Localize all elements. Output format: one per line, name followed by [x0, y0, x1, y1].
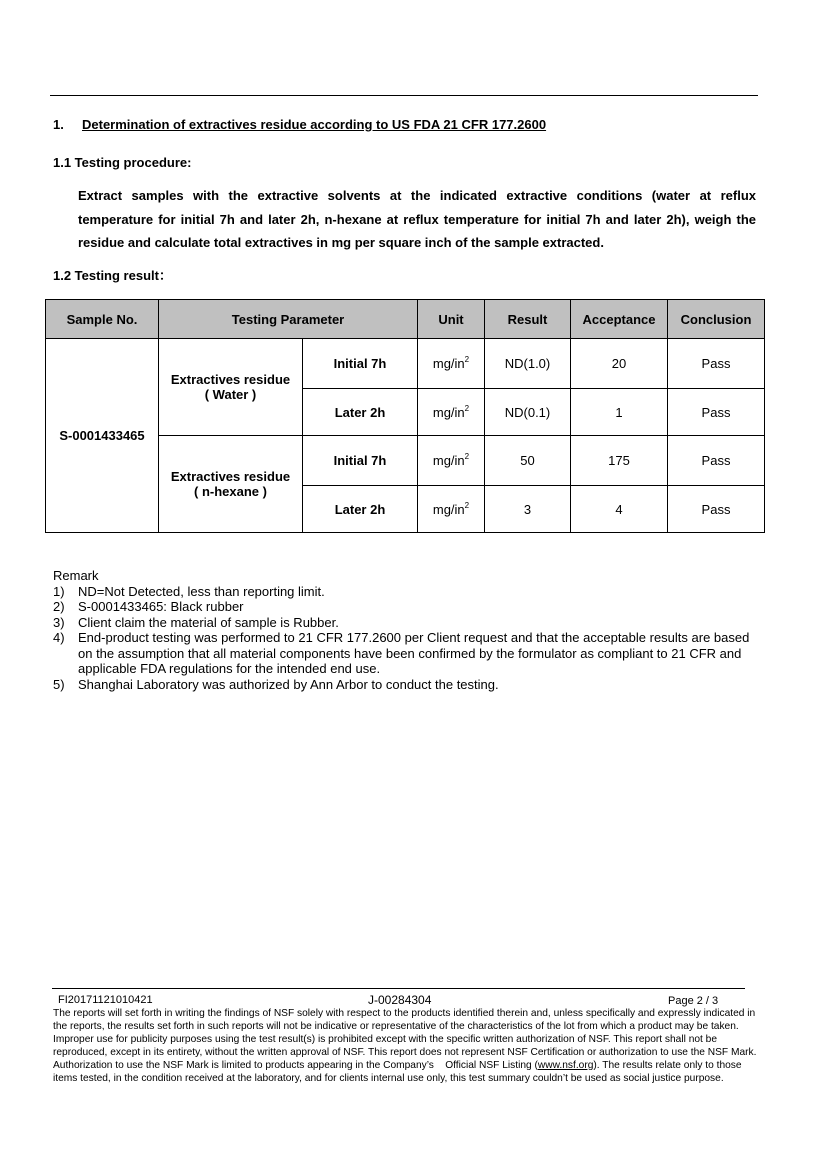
unit-exponent: 2: [464, 452, 470, 461]
remark-number: 4): [53, 630, 65, 645]
result-cell: 3: [485, 486, 571, 533]
result-cell: 50: [485, 436, 571, 486]
result-heading: 1.2 Testing result：: [53, 268, 172, 283]
remark-section: [53, 568, 763, 692]
unit-cell: [418, 339, 485, 389]
acceptance-cell: 1: [571, 389, 668, 436]
parameter-solvent: ( n-hexane ): [194, 484, 267, 499]
remark-item: [53, 599, 763, 615]
remark-item: [53, 584, 763, 600]
job-number: J-00284304: [368, 993, 432, 1007]
remark-text: Shanghai Laboratory was authorized by Ann Arbor to conduct the testing.: [78, 676, 499, 692]
condition-cell: Initial 7h: [303, 436, 418, 486]
unit-cell: [418, 436, 485, 486]
header-result: Result: [485, 300, 571, 339]
parameter-group-water: [159, 339, 303, 436]
remark-title: Remark: [53, 568, 99, 583]
unit-exponent: 2: [464, 500, 470, 510]
parameter-solvent: ( Water ): [204, 387, 257, 402]
remark-item: [53, 630, 763, 677]
procedure-heading: 1.1 Testing procedure:: [53, 155, 192, 170]
remark-item: [53, 677, 763, 693]
remark-number: 2): [53, 599, 65, 614]
unit-base: mg/in: [432, 404, 465, 420]
remark-text: ND=Not Detected, less than reporting limit.: [78, 583, 325, 599]
unit-exponent: 2: [464, 355, 470, 364]
header-testing-parameter: Testing Parameter: [159, 300, 418, 339]
parameter-name: Extractives residue: [170, 372, 291, 387]
section-title: Determination of extractives residue according to US FDA 21 CFR 177.2600: [82, 117, 547, 132]
condition-cell: Later 2h: [303, 389, 418, 436]
table-header-row: [46, 300, 765, 339]
unit-exponent: 2: [464, 403, 470, 413]
parameter-name: Extractives residue: [170, 469, 291, 484]
acceptance-cell: 175: [571, 436, 668, 486]
result-cell: ND(0.1): [485, 389, 571, 436]
disclaimer-text: The reports will set forth in writing the findings of NSF solely with respect to the products identified therein and, unless specifically and expressly indicated in the reports, the results set forth in such reports will not be indicative or representative of the characteristics of the lot from which a product may be taken. Improper use for publicity purposes using the test result(s) is prohibited except with the specific written authorization of NSF. This report shall not be reproduced, except in its entirety, without the written approval of NSF. This report does not represent NSF Certification or authorization to use the NSF Mark. Authorization to use the NSF Mark is limited to products appearing in the Company’s Official NSF Listing (: [53, 1008, 757, 1071]
unit-base: mg/in: [432, 501, 465, 517]
result-cell: ND(1.0): [485, 339, 571, 389]
header-rule: [50, 95, 758, 96]
nsf-website-link[interactable]: www.nsf.org: [537, 1059, 594, 1071]
unit-cell: [418, 389, 485, 436]
acceptance-cell: 4: [571, 486, 668, 533]
remark-number: 1): [53, 583, 65, 599]
conclusion-cell: Pass: [668, 436, 765, 486]
unit-base: mg/in: [432, 453, 465, 468]
remark-text: S-0001433465: Black rubber: [78, 599, 244, 614]
condition-cell: Initial 7h: [303, 339, 418, 389]
conclusion-cell: Pass: [668, 339, 765, 389]
condition-cell: Later 2h: [303, 486, 418, 533]
parameter-group-n-hexane: [159, 436, 303, 533]
section-number: 1.: [53, 117, 64, 132]
page-number: Page 2 / 3: [668, 995, 719, 1007]
remark-number: 3): [53, 614, 65, 630]
header-sample-no: Sample No.: [46, 300, 159, 339]
footer-disclaimer: [53, 1008, 765, 1085]
header-conclusion: Conclusion: [668, 300, 765, 339]
results-table: [45, 299, 765, 533]
sample-number-cell: S-0001433465: [46, 339, 159, 533]
report-id: FI20171121010421: [58, 994, 153, 1006]
table-row: [46, 339, 765, 389]
remark-item: [53, 615, 763, 631]
disclaimer-text-end: ). The results relate only to those items tested, in the condition received at the laboratory, and for clients internal use only, this test summary couldn’t be used as social justice purpose.: [53, 1059, 742, 1084]
header-unit: Unit: [418, 300, 485, 339]
procedure-text: Extract samples with the extractive solvents at the indicated extractive conditions (water at reflux temperature for initial 7h and later 2h, n-hexane at reflux temperature for initial 7h and later 2h), weigh the residue and calculate total extractives in mg per square inch of the sample extracted.: [78, 188, 756, 250]
remark-text: End-product testing was performed to 21 CFR 177.2600 per Client request and that the acceptable results are based on the assumption that all material components have been confirmed by the formulator as compliant to 21 CFR and applicable FDA regulations for the intended end use.: [78, 630, 750, 676]
unit-cell: [418, 486, 485, 533]
section-heading: [53, 117, 546, 132]
remark-number: 5): [53, 676, 65, 692]
footer-rule: [52, 988, 745, 989]
remark-text: Client claim the material of sample is Rubber.: [78, 614, 339, 630]
header-acceptance: Acceptance: [571, 300, 668, 339]
conclusion-cell: Pass: [668, 389, 765, 436]
unit-base: mg/in: [432, 356, 465, 371]
acceptance-cell: 20: [571, 339, 668, 389]
conclusion-cell: Pass: [668, 486, 765, 533]
